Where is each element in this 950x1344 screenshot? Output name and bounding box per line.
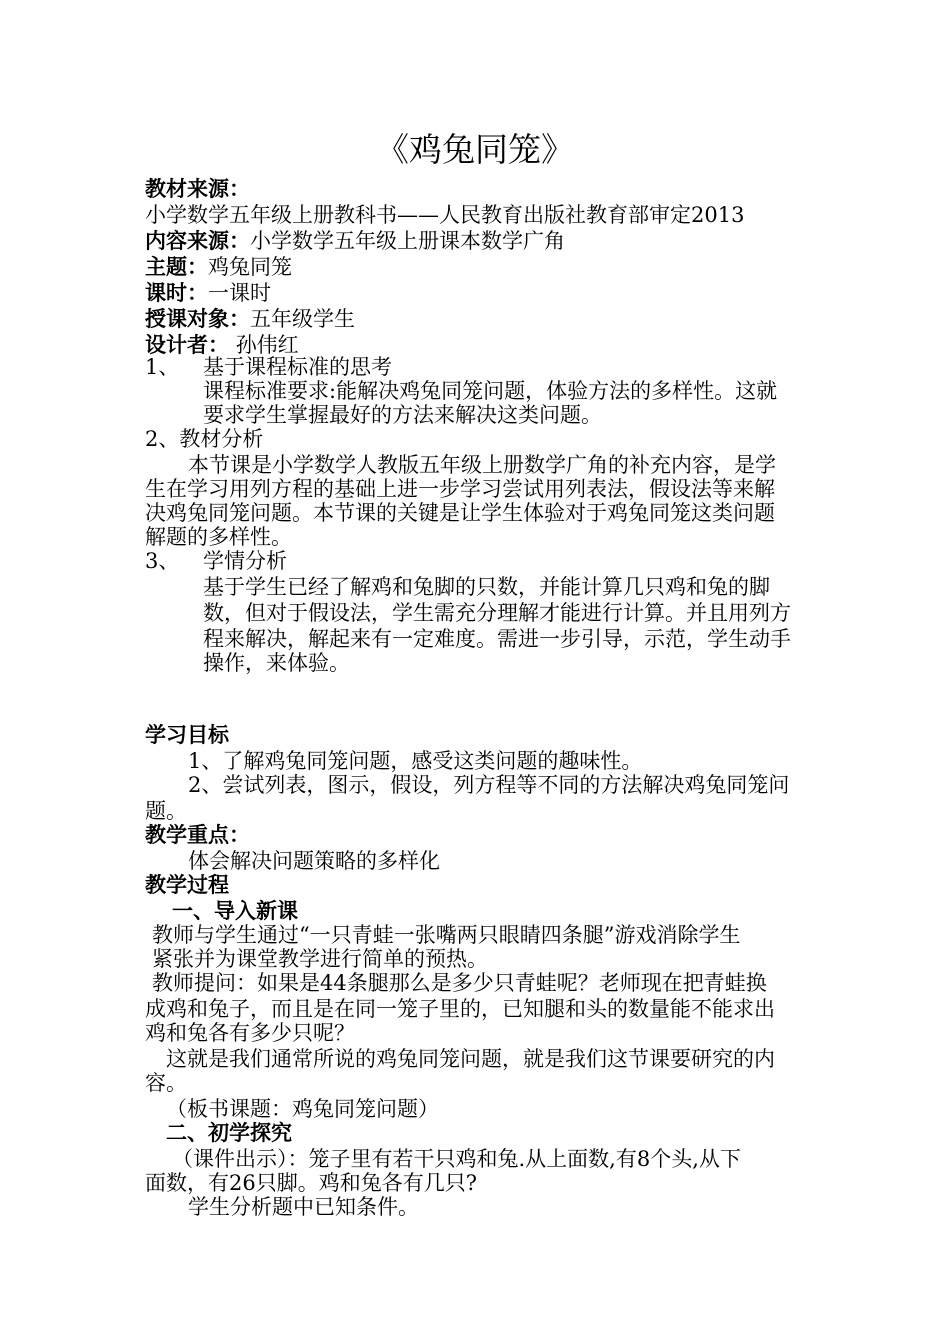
- paragraph-2-line-2: 成鸡和兔子，而且是在同一笼子里的，已知腿和头的数量能不能求出: [145, 997, 775, 1021]
- section2-title: 2、教材分析: [145, 427, 264, 451]
- section3-heading: [145, 548, 810, 574]
- period-row: [145, 280, 810, 306]
- document-title: 《鸡兔同笼》: [376, 130, 574, 169]
- section1-title: 基于课程标准的思考: [203, 355, 392, 379]
- paragraph-3-line-2: 容。: [145, 1071, 187, 1095]
- section3-line-4: 操作，来体验。: [203, 651, 350, 675]
- topic-label: 主题：: [145, 255, 208, 279]
- paragraph-2-line-3: 鸡和兔各有多少只呢？: [145, 1021, 355, 1045]
- paragraph-1-line-2: 紧张并为课堂教学进行简单的预热。: [152, 947, 488, 971]
- section3-line-2: 数，但对于假设法，学生需充分理解才能进行计算。并且用列方: [203, 601, 791, 625]
- content-label: 内容来源：: [145, 229, 250, 253]
- paragraph-5-line-1: （课件出示）：笼子里有若干只鸡和兔.从上面数,有8个头,从下: [172, 1147, 741, 1171]
- focus-heading: 教学重点：: [145, 823, 250, 847]
- designer-label: 设计者：: [145, 333, 229, 357]
- designer-value: 孙伟红: [235, 333, 299, 357]
- section2-line-2: 生在学习用列方程的基础上进一步学习尝试用列表法，假设法等来解: [145, 477, 775, 501]
- section3-title: 学情分析: [203, 549, 287, 573]
- paragraph-2-line-1: 教师提问：如果是44条腿那么是多少只青蛙呢？老师现在把青蛙换: [152, 971, 767, 995]
- source-label: 教材来源：: [145, 177, 250, 201]
- source-row: [145, 176, 810, 202]
- board-title-note: （板书课题：鸡兔同笼问题）: [166, 1097, 439, 1121]
- section2-line-1: 本节课是小学数学人教版五年级上册数学广角的补充内容，是学: [188, 453, 776, 477]
- period-label: 课时：: [145, 281, 208, 305]
- goals-heading: 学习目标: [145, 723, 229, 747]
- section2-line-4: 解题的多样性。: [145, 525, 292, 549]
- audience-label: 授课对象：: [145, 307, 250, 331]
- period-value: 一课时: [208, 281, 271, 305]
- content-row: [145, 228, 810, 254]
- focus-value: 体会解决问题策略的多样化: [188, 849, 440, 873]
- content-value: 小学数学五年级上册课本数学广角: [250, 229, 565, 253]
- paragraph-5-line-2: 面数，有26只脚。鸡和兔各有几只?: [145, 1171, 477, 1195]
- section1-line-2: 要求学生掌握最好的方法来解决这类问题。: [203, 403, 602, 427]
- section3-number: 3、: [145, 549, 180, 573]
- process-heading: 教学过程: [145, 873, 229, 897]
- section3-line-3: 程来解决，解起来有一定难度。需进一步引导，示范，学生动手: [203, 627, 791, 651]
- topic-row: [145, 254, 810, 280]
- goal-2-line-1: 2、尝试列表，图示，假设，列方程等不同的方法解决鸡兔同笼问: [188, 773, 790, 797]
- goal-1: 1、了解鸡兔同笼问题，感受这类问题的趣味性。: [188, 749, 643, 773]
- section3-line-1: 基于学生已经了解鸡和兔脚的只数，并能计算几只鸡和兔的脚: [203, 575, 770, 599]
- audience-row: [145, 306, 810, 332]
- section1-number: 1、: [145, 355, 180, 379]
- section1-line-1: 课程标准要求:能解决鸡兔同笼问题，体验方法的多样性。这就: [203, 379, 778, 403]
- audience-value: 五年级学生: [250, 307, 355, 331]
- step1-heading: 一、导入新课: [172, 899, 298, 923]
- paragraph-1-line-1: 教师与学生通过“一只青蛙一张嘴两只眼睛四条腿”游戏消除学生: [152, 923, 741, 947]
- section2-line-3: 决鸡兔同笼问题。本节课的关键是让学生体验对于鸡兔同笼这类问题: [145, 501, 775, 525]
- goal-2-line-2: 题。: [145, 799, 187, 823]
- topic-value: 鸡兔同笼: [208, 255, 292, 279]
- paragraph-3-line-1: 这就是我们通常所说的鸡兔同笼问题，就是我们这节课要研究的内: [166, 1047, 775, 1071]
- paragraph-6: 学生分析题中已知条件。: [188, 1195, 419, 1219]
- section1-heading: [145, 354, 810, 380]
- step2-heading: 二、初学探究: [166, 1121, 292, 1145]
- source-value: 小学数学五年级上册教科书——人民教育出版社教育部审定2013: [145, 203, 745, 227]
